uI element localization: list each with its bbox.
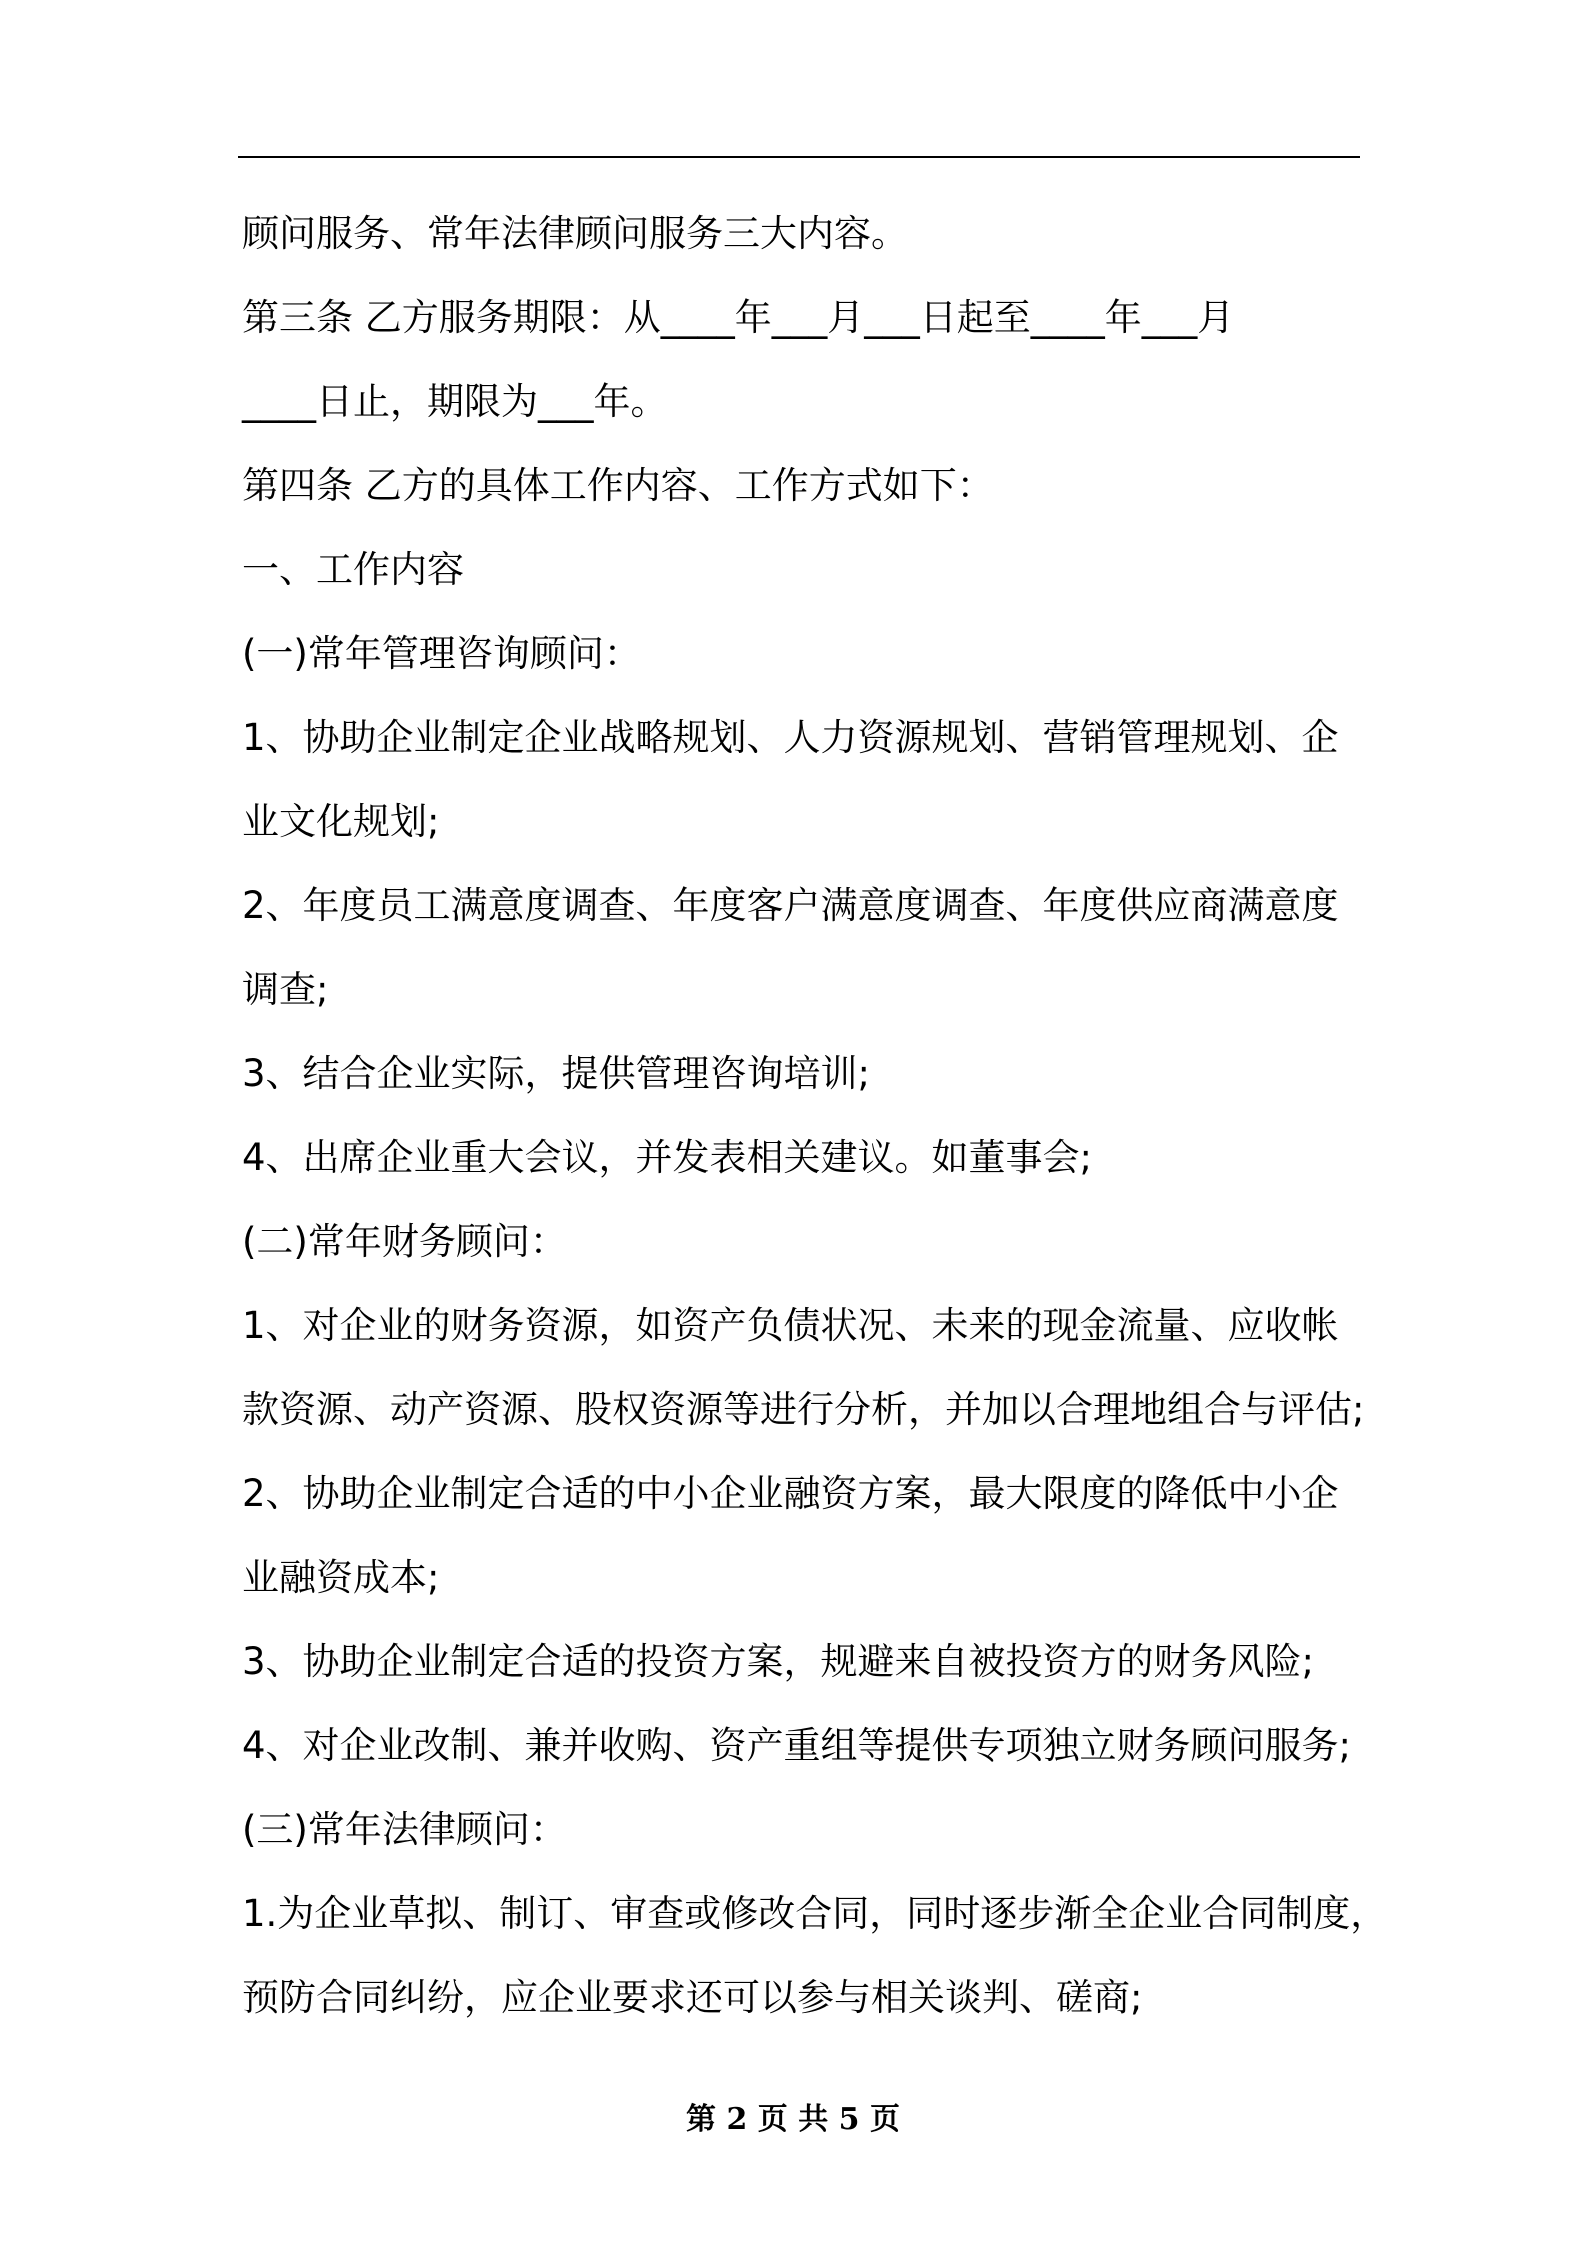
text-line: 1、协助企业制定企业战略规划、人力资源规划、营销管理规划、企: [242, 716, 1339, 759]
text-line: 预防合同纠纷，应企业要求还可以参与相关谈判、磋商;: [242, 1976, 1143, 2019]
text-line: 3、结合企业实际，提供管理咨询培训;: [242, 1052, 871, 1095]
text-line: ____日止，期限为___年。: [242, 380, 668, 423]
section-heading: 一、工作内容: [242, 548, 464, 591]
text-line: 款资源、动产资源、股权资源等进行分析，并加以合理地组合与评估;: [242, 1388, 1365, 1431]
text-line: 2、协助企业制定合适的中小企业融资方案，最大限度的降低中小企: [242, 1472, 1339, 1515]
text-line: 第三条 乙方服务期限：从____年___月___日起至____年___月: [242, 296, 1235, 339]
text-line: 4、出席企业重大会议，并发表相关建议。如董事会;: [242, 1136, 1093, 1179]
text-line: 第四条 乙方的具体工作内容、工作方式如下：: [242, 464, 994, 507]
subsection-heading: (一)常年管理咨询顾问：: [242, 632, 641, 675]
text-line: 业融资成本;: [242, 1556, 440, 1599]
subsection-heading: (三)常年法律顾问：: [242, 1808, 567, 1851]
text-line: 调查;: [242, 968, 329, 1011]
text-line: 1.为企业草拟、制订、审查或修改合同，同时逐步渐全企业合同制度，: [242, 1892, 1388, 1935]
document-body: [242, 192, 1388, 2040]
text-line: 业文化规划;: [242, 800, 440, 843]
text-line: 3、协助企业制定合适的投资方案，规避来自被投资方的财务风险;: [242, 1640, 1315, 1683]
text-line: 4、对企业改制、兼并收购、资产重组等提供专项独立财务顾问服务;: [242, 1724, 1352, 1767]
text-line: 1、对企业的财务资源，如资产负债状况、未来的现金流量、应收帐: [242, 1304, 1339, 1347]
header-rule: [238, 156, 1360, 158]
page-number-footer: 第 2 页 共 5 页: [686, 2102, 900, 2137]
text-line: 2、年度员工满意度调查、年度客户满意度调查、年度供应商满意度: [242, 884, 1339, 927]
text-line: 顾问服务、常年法律顾问服务三大内容。: [242, 212, 908, 255]
subsection-heading: (二)常年财务顾问：: [242, 1220, 567, 1263]
